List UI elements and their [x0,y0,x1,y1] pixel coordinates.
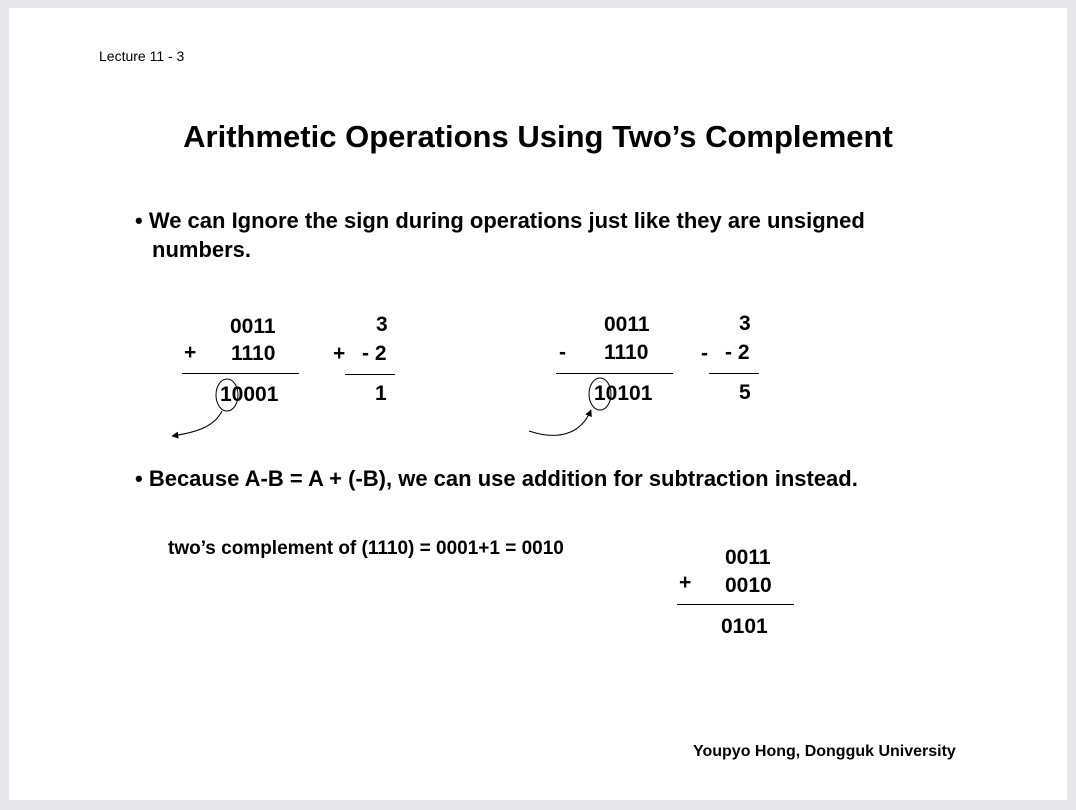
final-addition-top: 0011 [725,546,771,569]
bullet-mark: • [135,208,143,233]
subtraction-binary-bottom: 1110 [604,341,649,364]
final-addition-result: 0101 [721,615,768,638]
footer-credit: Youpyo Hong, Dongguk University [693,743,956,760]
bullet-subtraction-as-addition [135,466,858,492]
bullet-text-line2: numbers. [152,237,252,262]
lecture-label: Lecture 11 - 3 [99,48,185,64]
addition-binary-result: 10001 [220,383,279,406]
addition-decimal-top: 3 [376,313,388,336]
bullet-mark: • [135,466,143,491]
carry-arrow-addition [172,411,222,436]
subtraction-decimal-top: 3 [739,312,751,335]
carry-circle-subtraction [589,378,611,410]
subtraction-decimal-op: - [701,342,708,365]
final-addition-op: + [679,571,692,594]
bullet-text-line1: We can Ignore the sign during operations just like they are unsigned [148,208,865,233]
subtraction-binary-result: 10101 [594,382,653,405]
subtraction-binary-top: 0011 [604,313,650,336]
addition-decimal-bottom: - 2 [362,342,387,365]
bullet-text: Because A-B = A + (-B), we can use addition for subtraction instead. [148,466,858,491]
final-addition-rule [677,604,794,605]
addition-decimal-op: + [333,342,346,365]
subtraction-decimal-bottom: - 2 [725,341,750,364]
carry-circle-addition [216,379,238,411]
addition-decimal-result: 1 [375,382,387,405]
subtraction-binary-op: - [559,341,566,364]
slide-title: Arithmetic Operations Using Two’s Complement [183,119,893,154]
final-addition-bottom: 0010 [725,574,772,597]
addition-binary-top: 0011 [230,315,276,338]
addition-binary-op: + [184,341,197,364]
addition-binary-bottom: 1110 [231,342,276,365]
complement-note: two’s complement of (1110) = 0001+1 = 0010 [168,538,564,559]
carry-arrow-subtraction [529,410,591,435]
subtraction-decimal-result: 5 [739,381,751,404]
